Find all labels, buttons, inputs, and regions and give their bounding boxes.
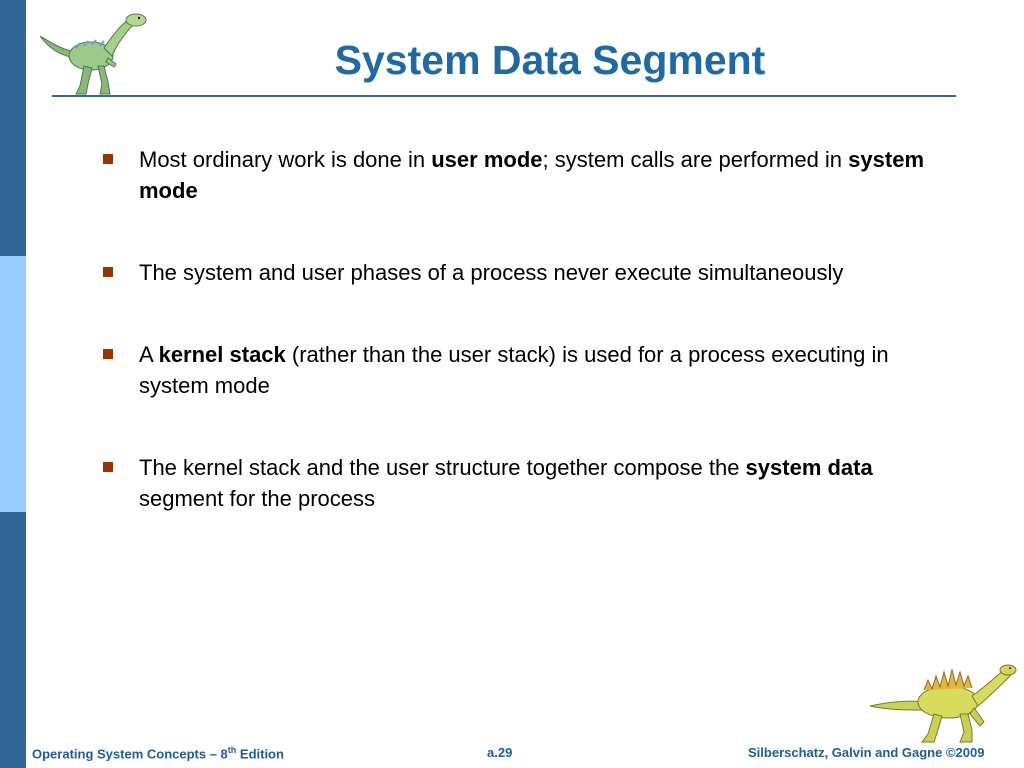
bullet-text: ; system calls are performed in [542, 147, 849, 172]
footer-book-prefix: Operating System Concepts – 8 [32, 746, 228, 762]
title-divider [52, 95, 956, 97]
left-sidebar-stripe [0, 0, 26, 768]
left-sidebar-highlight [0, 256, 26, 512]
bullet-text: The kernel stack and the user structure together compose the [139, 455, 746, 480]
bullet-bold-text: user mode [431, 147, 543, 172]
bullet-text: segment for the process [139, 486, 376, 511]
footer-page-number: a.29 [487, 745, 513, 760]
bullet-text: Most ordinary work is done in [139, 147, 432, 172]
footer-book-superscript: th [227, 745, 237, 755]
bullet-bold-text: system data [745, 455, 873, 480]
bullet-list [100, 144, 950, 565]
slide-title: System Data Segment [334, 37, 766, 83]
bullet-item [100, 257, 950, 288]
dinosaur-logo-icon [36, 6, 156, 98]
bullet-text: The system and user phases of a process never execute simultaneously [139, 260, 844, 285]
square-bullet-icon [103, 154, 113, 164]
bullet-bold-text: kernel stack [158, 342, 286, 367]
bullet-text: (rather than the user stack) is used for a process executing in system mode [139, 342, 889, 398]
footer-book-title [32, 745, 284, 761]
bullet-item [100, 452, 950, 514]
bullet-bold-text: system mode [139, 147, 925, 203]
footer-copyright: Silberschatz, Galvin and Gagne ©2009 [748, 745, 985, 760]
square-bullet-icon [103, 349, 113, 359]
square-bullet-icon [103, 267, 113, 277]
bullet-text: A [139, 342, 159, 367]
square-bullet-icon [103, 462, 113, 472]
footer-book-suffix: Edition [236, 746, 284, 762]
bullet-item [100, 144, 950, 206]
dinosaur-logo-icon [868, 656, 1018, 746]
bullet-item [100, 339, 950, 401]
